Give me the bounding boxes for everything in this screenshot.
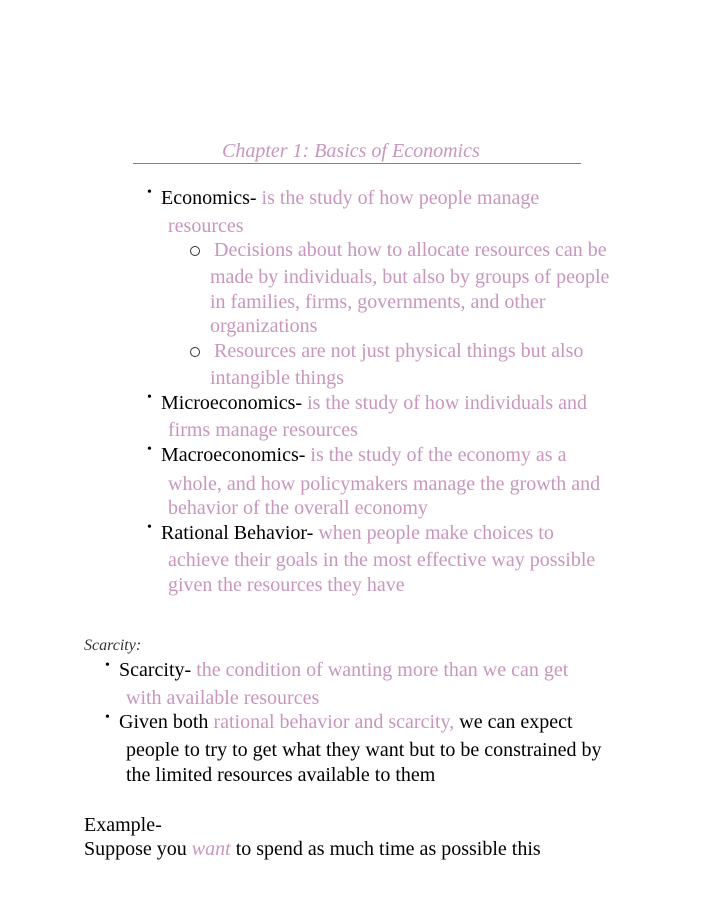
scarcity-heading: Scarcity:	[84, 637, 142, 654]
term-economics: Economics-	[161, 187, 257, 209]
def-scarcity-line1: the condition of wanting more than we can get	[196, 659, 569, 681]
def-economics-line1: is the study of how people manage	[261, 187, 540, 209]
sub-decisions-line4: organizations	[210, 315, 318, 337]
title-underline	[133, 163, 581, 164]
sub-decisions-line3: in families, firms, governments, and other	[210, 291, 546, 313]
bullet-icon: •	[147, 390, 152, 405]
bullet-icon: •	[147, 185, 152, 200]
def-macroeconomics-line3: behavior of the overall economy	[168, 497, 428, 519]
def-macroeconomics-line1: is the study of the economy as a	[310, 444, 567, 466]
bullet-icon: •	[147, 442, 152, 457]
term-microeconomics: Microeconomics-	[161, 392, 303, 414]
example-want: want	[191, 838, 231, 860]
def-microeconomics-line2: firms manage resources	[168, 419, 358, 441]
def-economics-line2: resources	[168, 215, 244, 237]
example-line1	[84, 837, 541, 861]
def-macroeconomics	[161, 443, 566, 467]
bullet-icon: •	[105, 658, 110, 673]
sub-decisions-line1: Decisions about how to allocate resources can be	[214, 239, 607, 261]
def-rational-behavior-line1: when people make choices to	[318, 522, 554, 544]
given-both-pre: Given both	[119, 711, 209, 733]
def-economics	[161, 186, 539, 210]
given-both-line1	[119, 710, 573, 734]
given-both-post: we can expect	[459, 711, 573, 733]
def-macroeconomics-line2: whole, and how policymakers manage the growth and	[168, 473, 601, 495]
def-rational-behavior	[161, 521, 554, 545]
example-pre: Suppose you	[84, 838, 187, 860]
hollow-bullet-icon	[190, 246, 200, 256]
chapter-title: Chapter 1: Basics of Economics	[222, 140, 480, 162]
given-both-line3: the limited resources available to them	[126, 764, 436, 786]
sub-resources-line2: intangible things	[210, 367, 344, 389]
bullet-icon: •	[147, 520, 152, 535]
example-heading: Example-	[84, 814, 162, 836]
term-scarcity: Scarcity-	[119, 659, 192, 681]
def-microeconomics-line1: is the study of how individuals and	[307, 392, 588, 414]
sub-decisions-line2: made by individuals, but also by groups of people	[210, 266, 610, 288]
def-scarcity	[119, 658, 568, 682]
def-microeconomics	[161, 391, 587, 415]
def-rational-behavior-line2: achieve their goals in the most effective way possible	[168, 549, 596, 571]
term-rational-behavior: Rational Behavior-	[161, 522, 314, 544]
def-scarcity-line2: with available resources	[126, 687, 320, 709]
example-post: to spend as much time as possible this	[235, 838, 541, 860]
bullet-icon: •	[105, 710, 110, 725]
given-both-line2: people to try to get what they want but to be constrained by	[126, 739, 602, 761]
given-both-highlight: rational behavior and scarcity,	[213, 711, 455, 733]
hollow-bullet-icon	[190, 347, 200, 357]
sub-resources-line1: Resources are not just physical things but also	[214, 340, 584, 362]
term-macroeconomics: Macroeconomics-	[161, 444, 306, 466]
def-rational-behavior-line3: given the resources they have	[168, 574, 405, 596]
